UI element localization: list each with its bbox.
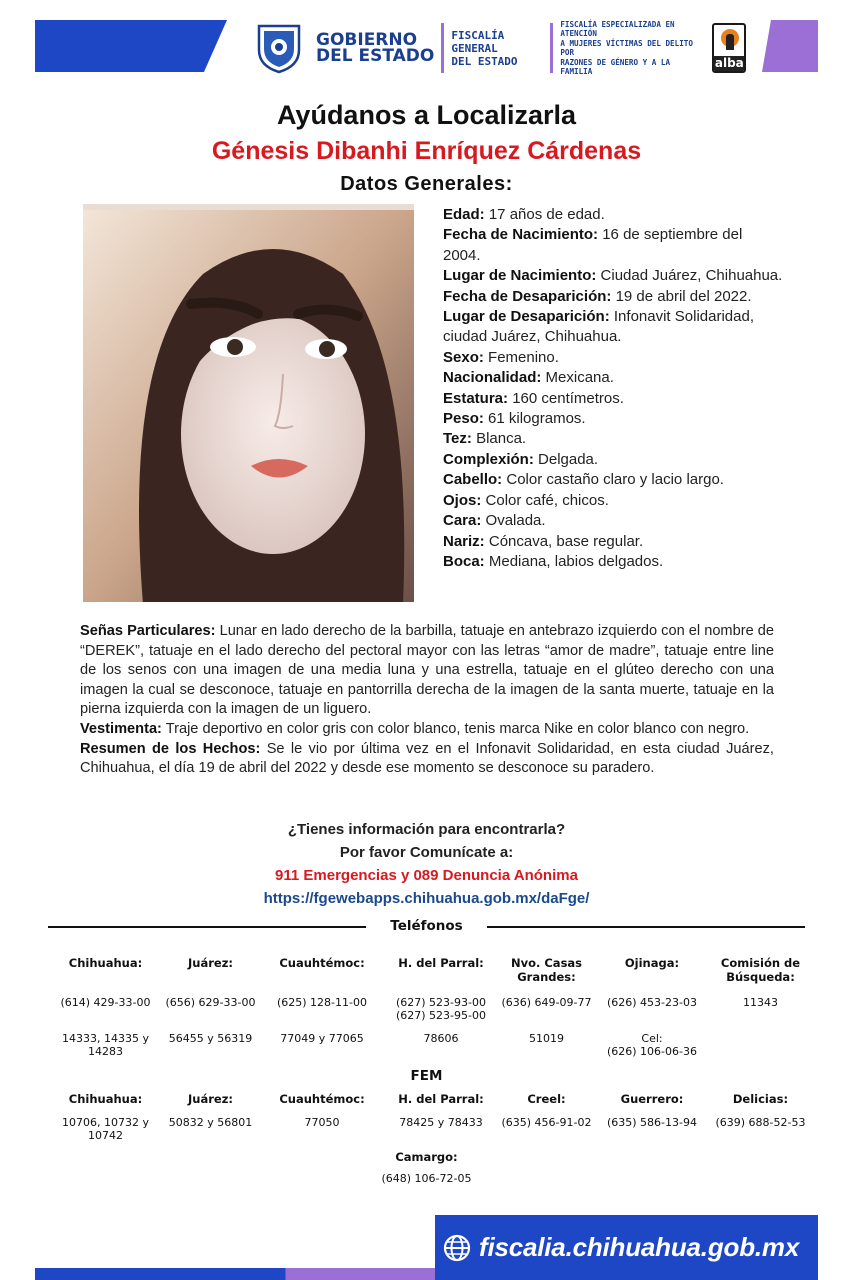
gobierno-del-estado-logo: [316, 32, 434, 64]
field-value: 16 de septiembre del 2004.: [443, 226, 743, 264]
ext-cell: [707, 1032, 814, 1058]
cabello-row: [443, 470, 783, 490]
fem-cell: [597, 1116, 707, 1142]
phone-cell: [163, 996, 258, 1022]
fem-cell: [48, 1116, 163, 1142]
fem-value: 10706, 10732 y: [62, 1116, 149, 1129]
senas-value: Lunar en lado derecho de la barbilla, tatuaje en antebrazo izquierdo con el nombre de “DEREK”, tatuaje en el lado derecho del pectoral mayor con las letras “amor de madre”, tatuaje entre line de los senos con una imagen de una media luna y una estrella, tatuaje en el glúteo derecho con una imagen la cual se desconoce, tatuaje en pantorrilla derecha de la imagen de la santa muerte, tatuaje en la pierna izquierda con la imagen de un liguero.: [80, 623, 774, 718]
contact-call: Por favor Comunícate a:: [339, 844, 514, 861]
col-header: [496, 956, 597, 984]
fem-value: (635) 586-13-94: [606, 1116, 697, 1129]
alba-logo: [712, 23, 746, 73]
fem-value: 50832 y 56801: [168, 1116, 253, 1129]
field-label: Ojos:: [443, 491, 482, 509]
fem-cell: [386, 1116, 496, 1142]
field-label: Fecha de Nacimiento:: [443, 226, 599, 244]
extension: 51019: [529, 1032, 564, 1045]
complexion-row: [443, 450, 783, 470]
vestimenta-value: Traje deportivo en color gris con color blanco, tenis marca Nike en color blanco con negro.: [165, 720, 750, 737]
extension: 77049 y 77065: [280, 1032, 364, 1045]
vestimenta: [80, 720, 774, 740]
logo-divider: [441, 23, 444, 73]
fem-cell: [707, 1116, 814, 1142]
col-header: [386, 956, 496, 984]
ext-cell: [258, 1032, 386, 1058]
senas-particulares: [80, 622, 774, 720]
field-value: 160 centímetros.: [512, 389, 624, 407]
field-label: Estatura:: [443, 389, 509, 407]
header-line: Delicias:: [732, 1092, 789, 1106]
header-line: Chihuahua:: [68, 1092, 143, 1106]
fiscalia-esp-line-3: RAZONES DE GÉNERO Y A LA FAMILIA: [560, 57, 671, 76]
footer-url-box[interactable]: [435, 1215, 818, 1280]
globe-icon: [443, 1234, 471, 1262]
estatura-row: [443, 389, 783, 409]
missing-person-name: Génesis Dibanhi Enríquez Cárdenas: [211, 137, 642, 165]
portrait-illustration: [83, 204, 414, 602]
peso-row: [443, 409, 783, 429]
header-logos: [256, 20, 746, 76]
header-line: Chihuahua:: [68, 956, 143, 970]
phone-cell: [48, 996, 163, 1022]
extension: Cel:: [641, 1032, 663, 1045]
ext-cell: [386, 1032, 496, 1058]
phone-number: (625) 128-11-00: [276, 996, 367, 1009]
extension: 78606: [423, 1032, 459, 1045]
senas-label: Señas Particulares:: [80, 623, 216, 639]
phone-number: (627) 523-93-00: [395, 996, 486, 1009]
header-line: Creel:: [527, 1092, 566, 1106]
header-line: H. del Parral:: [398, 956, 484, 970]
report-link[interactable]: https://fgewebapps.chihuahua.gob.mx/daFge/: [263, 890, 590, 907]
fiscalia-general-line-2: DEL ESTADO: [451, 54, 518, 68]
field-label: Cabello:: [443, 471, 503, 489]
col-header: [163, 956, 258, 984]
fiscalia-esp-line-2: A MUJERES VÍCTIMAS DEL DELITO POR: [560, 38, 693, 57]
ojos-row: [443, 491, 783, 511]
col-header: [48, 956, 163, 984]
col-header: [597, 956, 707, 984]
ext-cell: [48, 1032, 163, 1058]
header-line: Juárez:: [188, 956, 233, 970]
field-label: Fecha de Desaparición:: [443, 287, 612, 305]
field-value: Cóncava, base regular.: [488, 532, 644, 550]
col-header: [48, 1092, 163, 1106]
nariz-row: [443, 532, 783, 552]
field-value: 61 kilogramos.: [488, 410, 586, 428]
col-header: [707, 956, 814, 984]
col-header: [386, 1092, 496, 1106]
field-label: Lugar de Nacimiento:: [443, 267, 597, 285]
field-label: Complexión:: [443, 450, 534, 468]
contact-question: ¿Tienes información para encontrarla?: [287, 821, 566, 838]
phone-cell: [597, 996, 707, 1022]
gobierno-line-2: DEL ESTADO: [316, 46, 435, 66]
telefonos-headers: [48, 956, 814, 984]
field-label: Cara:: [443, 512, 482, 530]
edad-row: [443, 205, 783, 225]
emergency-numbers: 911 Emergencias y 089 Denuncia Anónima: [275, 867, 578, 884]
fem-values: [48, 1116, 814, 1142]
fem-value: 10742: [88, 1129, 123, 1142]
header-line: Juárez:: [188, 1092, 233, 1106]
field-value: Infonavit Solidaridad, ciudad Juárez, Chihuahua.: [443, 308, 754, 346]
field-value: Femenino.: [488, 348, 559, 366]
field-label: Nariz:: [443, 532, 485, 550]
description-paragraphs: [80, 622, 774, 779]
header-blue-band: [35, 20, 227, 72]
ext-cell: [597, 1032, 707, 1058]
header-line: Cuauhtémoc:: [279, 1092, 365, 1106]
field-value: Ciudad Juárez, Chihuahua.: [600, 267, 783, 285]
ext-cell: [496, 1032, 597, 1058]
phone-cell: [386, 996, 496, 1022]
col-header: [707, 1092, 814, 1106]
fem-value: 78425 y 78433: [399, 1116, 483, 1129]
col-header: [258, 1092, 386, 1106]
fem-cell: [163, 1116, 258, 1142]
person-icon: [726, 34, 734, 50]
fiscalia-general-line-1: FISCALÍA GENERAL: [451, 28, 505, 55]
field-label: Tez:: [443, 430, 472, 448]
field-label: Edad:: [443, 206, 485, 223]
telefonos-heading: Teléfonos: [390, 918, 463, 934]
field-label: Nacionalidad:: [443, 369, 542, 387]
resumen-hechos: [80, 740, 774, 779]
state-shield-icon: [256, 22, 302, 74]
phone-number: (636) 649-09-77: [501, 996, 592, 1009]
fem-value: 77050: [304, 1116, 340, 1129]
field-label: Boca:: [443, 552, 485, 570]
lugar-nacimiento-row: [443, 266, 783, 286]
logo-divider: [550, 23, 553, 73]
field-label: Sexo:: [443, 348, 484, 366]
col-header: [163, 1092, 258, 1106]
fiscalia-general-logo: [451, 29, 543, 68]
fiscalia-especializada-logo: [560, 20, 700, 77]
phone-cell: [496, 996, 597, 1022]
extension: 14333, 14335 y: [62, 1032, 149, 1045]
field-value: Mediana, labios delgados.: [488, 552, 664, 570]
header-line: H. del Parral:: [398, 1092, 484, 1106]
fiscalia-esp-line-1: FISCALÍA ESPECIALIZADA EN ATENCIÓN: [560, 19, 675, 38]
fem-value: (635) 456-91-02: [501, 1116, 592, 1129]
col-header: [496, 1092, 597, 1106]
vestimenta-label: Vestimenta:: [80, 720, 162, 737]
field-label: Peso:: [443, 410, 484, 428]
section-subtitle: Datos Generales:: [340, 173, 513, 195]
extension: (626) 106-06-36: [606, 1045, 697, 1058]
phone-number: 11343: [743, 996, 778, 1009]
field-value: Blanca.: [476, 430, 527, 448]
page-title: Ayúdanos a Localizarla: [276, 100, 577, 130]
header-line: Grandes:: [517, 970, 576, 984]
cara-row: [443, 511, 783, 531]
missing-person-photo: [83, 204, 414, 602]
gobierno-line-1: GOBIERNO: [316, 30, 418, 50]
field-label: Lugar de Desaparición:: [443, 308, 610, 326]
col-header: [258, 956, 386, 984]
phone-number: (627) 523-95-00: [395, 1009, 486, 1022]
phone-number: (656) 629-33-00: [165, 996, 256, 1009]
field-value: Color café, chicos.: [485, 491, 609, 509]
lugar-desaparicion-row: [443, 307, 783, 348]
header-line: Nvo. Casas: [510, 956, 583, 970]
ext-cell: [163, 1032, 258, 1058]
nacionalidad-row: [443, 368, 783, 388]
phone-cell: [707, 996, 814, 1022]
header-line: Comisión de: [720, 956, 801, 970]
telefonos-phones: [48, 996, 814, 1022]
fem-cell: [258, 1116, 386, 1142]
phone-number: (614) 429-33-00: [60, 996, 151, 1009]
footer-url[interactable]: fiscalia.chihuahua.gob.mx: [479, 1232, 800, 1262]
header-line: Búsqueda:: [726, 970, 795, 984]
field-value: 19 de abril del 2022.: [615, 287, 752, 305]
alba-logo-text: alba: [714, 56, 744, 70]
phone-cell: [258, 996, 386, 1022]
tez-row: [443, 429, 783, 449]
contact-block: [0, 818, 853, 910]
extension: 14283: [88, 1045, 123, 1058]
boca-row: [443, 552, 783, 572]
field-value: Mexicana.: [545, 369, 614, 387]
camargo-label: Camargo:: [395, 1150, 458, 1164]
fem-cell: [496, 1116, 597, 1142]
fem-heading: FEM: [410, 1068, 443, 1084]
fecha-nacimiento-row: [443, 225, 783, 266]
resumen-value: Se le vio por última vez en el Infonavit Solidaridad, en esta ciudad Juárez, Chihuahua, el día 19 de abril del 2022 y desde ese momento se desconoce su paradero.: [80, 740, 774, 777]
col-header: [597, 1092, 707, 1106]
field-value: Ovalada.: [485, 512, 546, 530]
header-line: Ojinaga:: [624, 956, 680, 970]
header-line: Cuauhtémoc:: [279, 956, 365, 970]
sexo-row: [443, 348, 783, 368]
field-value: 17 años de edad.: [488, 206, 605, 223]
telefonos-extensions: [48, 1032, 814, 1058]
camargo-phone: (648) 106-72-05: [381, 1172, 472, 1185]
phone-number: (626) 453-23-03: [606, 996, 697, 1009]
field-value: Delgada.: [538, 450, 599, 468]
resumen-label: Resumen de los Hechos:: [80, 740, 261, 757]
general-data: [443, 205, 783, 572]
fem-value: (639) 688-52-53: [715, 1116, 806, 1129]
extension: 56455 y 56319: [168, 1032, 253, 1045]
fem-headers: [48, 1092, 814, 1106]
fecha-desaparicion-row: [443, 287, 783, 307]
field-value: Color castaño claro y lacio largo.: [506, 471, 724, 489]
header-line: Guerrero:: [620, 1092, 684, 1106]
header-purple-band: [762, 20, 818, 72]
